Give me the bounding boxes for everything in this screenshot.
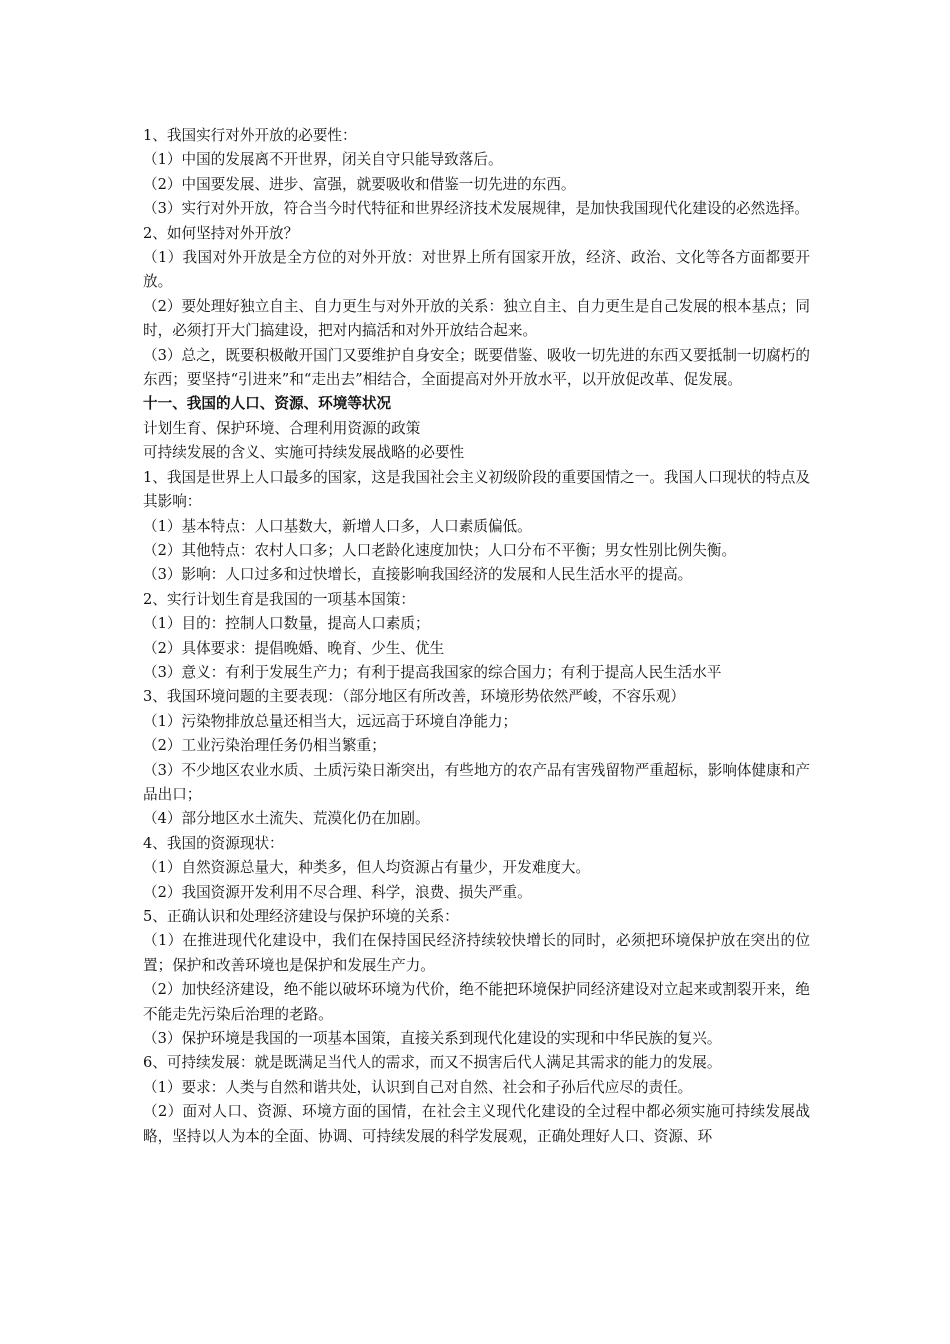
section-heading: 十一、我国的人口、资源、环境等状况 [143,395,392,413]
document-paragraph: 4、我国的资源现状： [143,834,284,852]
document-paragraph: （1）污染物排放总量还相当大，远远高于环境自净能力； [143,712,518,730]
document-paragraph: （3）实行对外开放，符合当今时代特征和世界经济技术发展规律，是加快我国现代化建设的必然选择。 [143,200,810,218]
document-paragraph: （3）不少地区农业水质、土质污染日渐突出，有些地方的农产品有害残留物严重超标，影响体健康和产品出口； [143,761,810,803]
document-paragraph: （2）加快经济建设，绝不能以破坏环境为代价，绝不能把环境保护同经济建设对立起来或割裂开来，绝不能走先污染后治理的老路。 [143,981,810,1023]
document-paragraph: （1）在推进现代化建设中，我们在保持国民经济持续较快增长的同时，必须把环境保护放在突出的位置；保护和改善环境也是保护和发展生产力。 [143,932,810,974]
document-paragraph: （2）要处理好独立自主、自力更生与对外开放的关系：独立自主、自力更生是自己发展的根本基点；同时，必须打开大门搞建设，把对内搞活和对外开放结合起来。 [143,297,810,340]
document-paragraph: 5、正确认识和处理经济建设与保护环境的关系： [143,908,459,925]
document-paragraph: （4）部分地区水土流失、荒漠化仍在加剧。 [143,810,430,828]
document-paragraph: 计划生育、保护环境、合理利用资源的政策 [143,419,421,437]
document-paragraph: 6、可持续发展：就是既满足当代人的需求，而又不损害后代人满足其需求的能力的发展。 [143,1054,722,1072]
document-paragraph: （2）工业污染治理任务仍相当繁重； [143,737,386,755]
document-paragraph: （3）总之，既要积极敞开国门又要维护自身安全；既要借鉴、吸收一切先进的东西又要抵制一切腐朽的东西；要坚持“引进来”和“走出去”相结合，全面提高对外开放水平，以开放促改革、促发展。 [143,346,810,389]
document-paragraph: 可持续发展的含义、实施可持续发展战略的必要性 [143,444,465,462]
document-paragraph: 1、我国实行对外开放的必要性： [143,127,357,144]
document-paragraph: （1）自然资源总量大，种类多，但人均资源占有量少，开发难度大。 [143,859,591,877]
document-paragraph: （1）基本特点：人口基数大，新增人口多，人口素质偏低。 [143,517,532,535]
document-paragraph: 1、我国是世界上人口最多的国家，这是我国社会主义初级阶段的重要国情之一。我国人口现状的特点及其影响： [143,468,810,511]
document-paragraph: （3）保护环境是我国的一项基本国策，直接关系到现代化建设的实现和中华民族的复兴。 [143,1030,722,1048]
document-page [143,124,810,1149]
document-paragraph: （1）中国的发展离不开世界，闭关自守只能导致落后。 [143,151,503,169]
document-paragraph: （2）其他特点：农村人口多；人口老龄化速度加快；人口分布不平衡；男女性别比例失衡。 [143,541,737,559]
document-paragraph: 2、如何坚持对外开放？ [143,224,299,242]
document-paragraph: （1）我国对外开放是全方位的对外开放：对世界上所有国家开放，经济、政治、文化等各方面都要开放。 [143,249,810,291]
document-paragraph: （3）意义：有利于发展生产力；有利于提高我国家的综合国力；有利于提高人民生活水平 [143,663,722,681]
document-paragraph: （2）中国要发展、进步、富强，就要吸收和借鉴一切先进的东西。 [143,175,576,193]
document-paragraph: （2）具体要求：提倡晚婚、晚育、少生、优生 [143,639,445,657]
document-paragraph: （2）面对人口、资源、环境方面的国情，在社会主义现代化建设的全过程中都必须实施可持续发展战略，坚持以人为本的全面、协调、可持续发展的科学发展观，正确处理好人口、资源、环 [143,1103,810,1145]
document-paragraph: （3）影响：人口过多和过快增长，直接影响我国经济的发展和人民生活水平的提高。 [143,566,693,584]
document-paragraph: 3、我国环境问题的主要表现：（部分地区有所改善，环境形势依然严峻，不容乐观） [143,688,685,706]
document-paragraph: （1）要求：人类与自然和谐共处，认识到自己对自然、社会和子孙后代应尽的责任。 [143,1078,693,1096]
document-paragraph: （1）目的：控制人口数量，提高人口素质； [143,615,430,633]
document-paragraph: 2、实行计划生育是我国的一项基本国策： [143,590,415,608]
document-paragraph: （2）我国资源开发利用不尽合理、科学，浪费、损失严重。 [143,883,532,901]
